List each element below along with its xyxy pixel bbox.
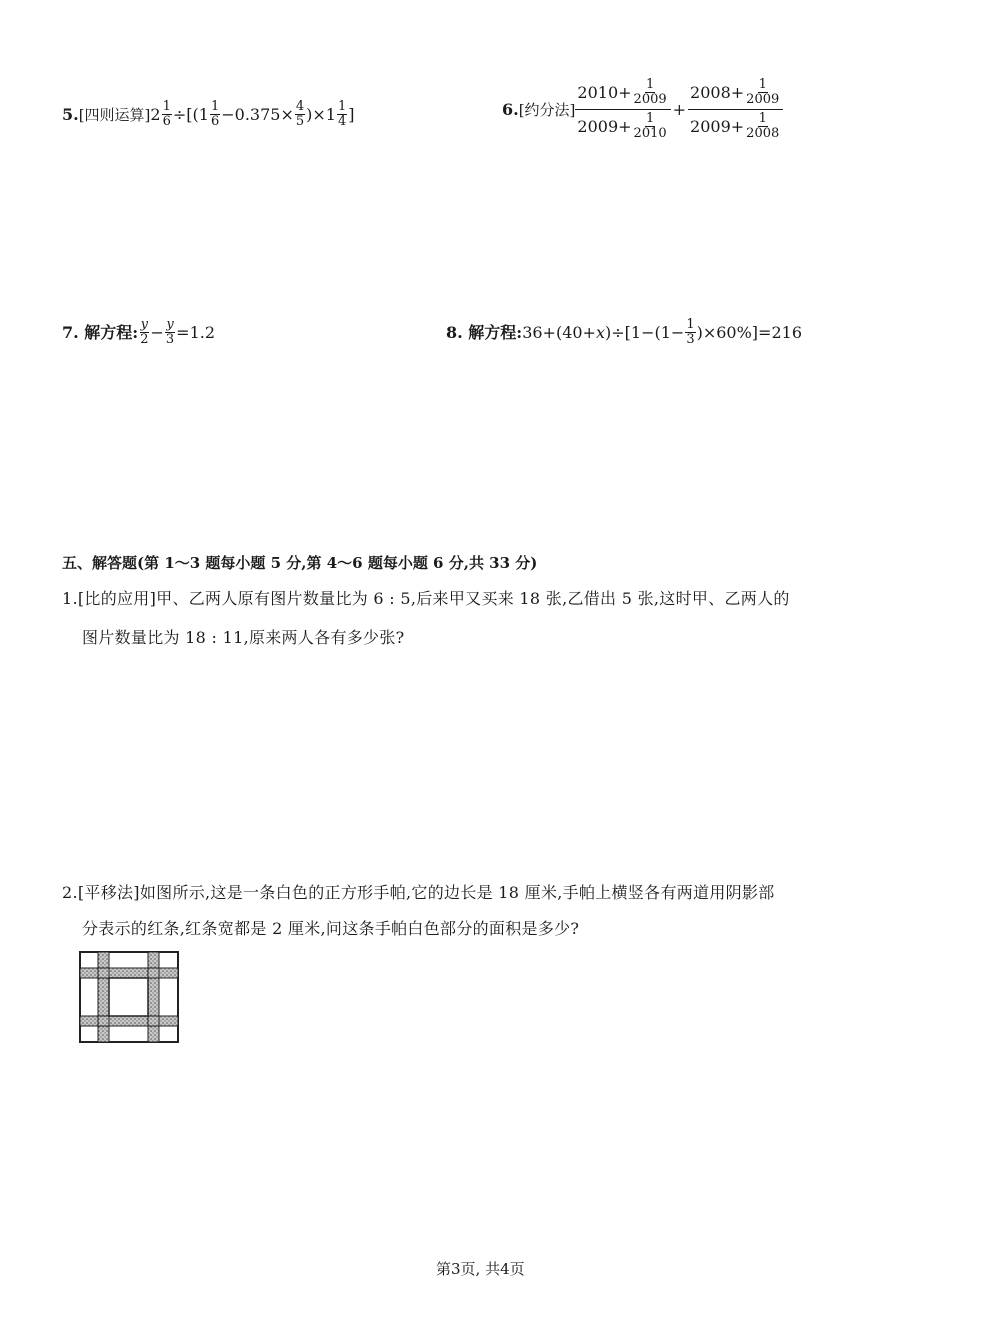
expression-part: )÷[1−(1−: [605, 322, 685, 342]
variable: x: [595, 322, 605, 342]
fraction: $\frac{y}{2}$: [140, 317, 149, 347]
complex-fraction-1: 2010+ $\frac{1}{2009}$ 2009+ $\frac{1}{2010}$: [575, 78, 670, 141]
word-problem-2-line2: 分表示的红条,红条宽都是 2 厘米,问这条手帕白色部分的面积是多少?: [82, 919, 580, 938]
problem-7: [62, 318, 215, 347]
bracket-close: ]: [348, 104, 355, 124]
problem-5-tag: [四则运算]: [78, 105, 151, 124]
fraction: $\frac{1}{6}$: [210, 99, 220, 129]
plus-sign: +: [672, 99, 687, 119]
problem-5: [62, 100, 355, 129]
problem-7-label: 7. 解方程:: [62, 322, 139, 342]
problem-6-tag: [约分法]: [518, 100, 576, 119]
operator-text: )×1: [306, 104, 336, 124]
word-problem-1-line2: 图片数量比为 18 : 11,原来两人各有多少张?: [82, 628, 405, 647]
handkerchief-figure: [78, 950, 180, 1044]
operator-text: ÷[(1: [172, 104, 209, 124]
fraction: $\frac{4}{5}$: [295, 99, 305, 129]
expression-part: 36+(40+: [522, 322, 596, 342]
fraction: $\frac{y}{3}$: [165, 317, 175, 347]
inner-white-square: [109, 978, 148, 1016]
operator-text: −0.375×: [221, 104, 294, 124]
minus-sign: −: [150, 322, 164, 342]
problem-8-label: 8. 解方程:: [446, 322, 523, 342]
red-stripe-vertical: [98, 952, 109, 1042]
fraction: $\frac{1}{4}$: [337, 99, 347, 129]
problem-6-number: 6.: [502, 99, 519, 119]
section-heading: 五、解答题(第 1～3 题每小题 5 分,第 4～6 题每小题 6 分,共 33 分): [62, 554, 538, 572]
expression-part: )×60%]=216: [696, 322, 802, 342]
problem-6: [502, 78, 783, 141]
equation-rhs: =1.2: [176, 322, 216, 342]
red-stripe-horizontal: [80, 1016, 178, 1026]
problem-5-number: 5.: [62, 104, 79, 124]
complex-fraction-2: 2008+ $\frac{1}{2009}$ 2009+ $\frac{1}{2008}$: [688, 78, 783, 141]
red-stripe-vertical: [148, 952, 159, 1042]
red-stripe-horizontal: [80, 968, 178, 978]
word-problem-1-line1: 1.[比的应用]甲、乙两人原有图片数量比为 6 : 5,后来甲又买来 18 张,乙借出 5 张,这时甲、乙两人的: [62, 589, 790, 608]
fraction: $\frac{1}{6}$: [162, 99, 171, 129]
fraction: $\frac{1}{3}$: [686, 317, 695, 347]
word-problem-2-line1: 2.[平移法]如图所示,这是一条白色的正方形手帕,它的边长是 18 厘米,手帕上横竖各有两道用阴影部: [62, 883, 775, 902]
mixed-number-whole: 2: [150, 104, 161, 124]
page-number: 第3页, 共4页: [436, 1260, 525, 1278]
problem-8: [446, 318, 802, 347]
